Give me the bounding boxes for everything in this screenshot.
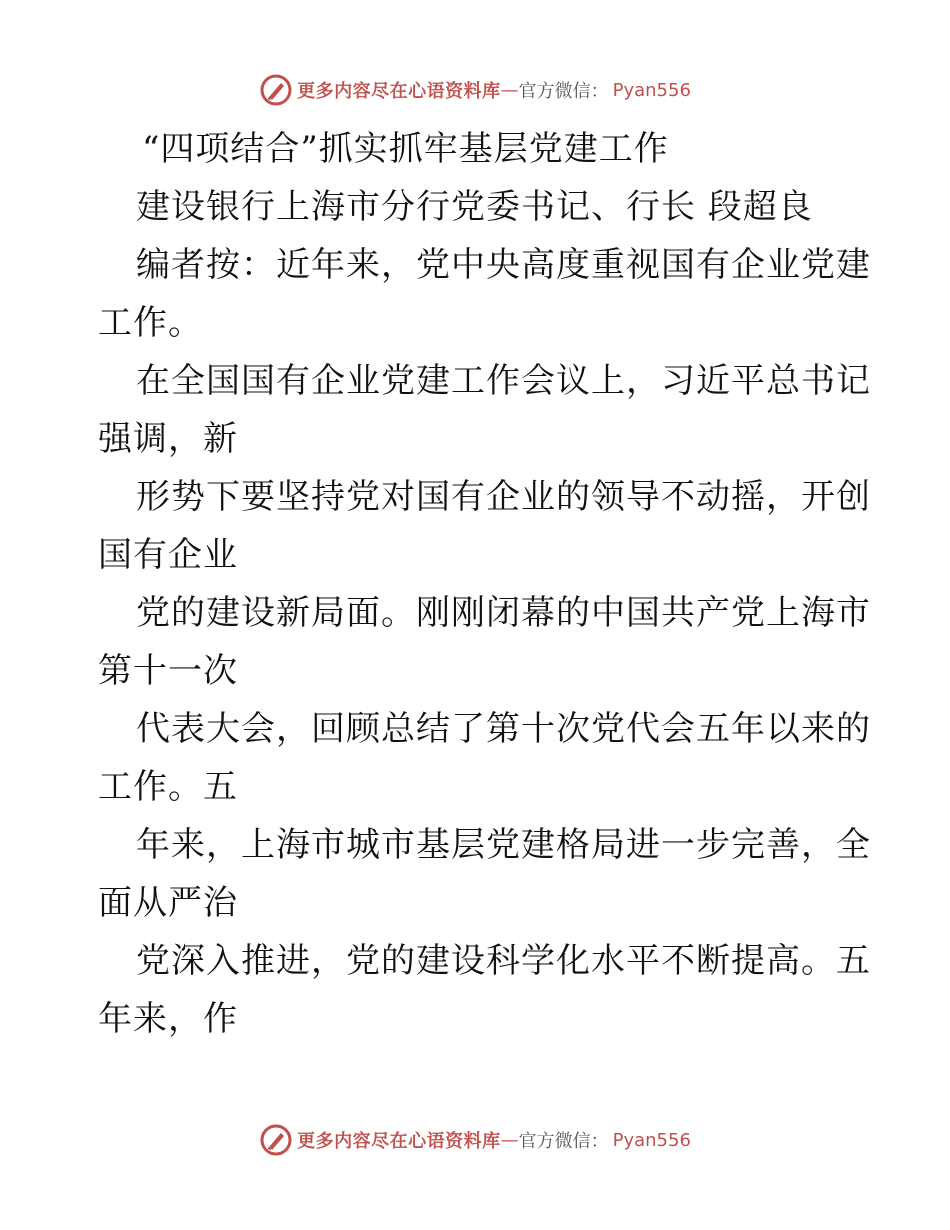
watermark-main-text: 更多内容尽在心语资料库 [297,1131,501,1152]
watermark-official-label: 官方微信： [518,81,609,102]
text-line: 代表大会，回顾总结了第十次党代会五年以来的 [136,709,871,749]
text-line: 强调，新 [98,419,238,459]
text-line: 第十一次 [98,651,238,691]
watermark-dash: — [500,79,519,101]
text-line: 党的建设新局面。刚刚闭幕的中国共产党上海市 [136,593,871,633]
watermark-wechat-id: Pyan556 [612,1129,691,1151]
text-line: 面从严治 [98,883,238,923]
pen-logo-icon [259,1123,293,1157]
text-line: 在全国国有企业党建工作会议上，习近平总书记 [136,361,871,401]
document-title: “四项结合”抓实抓牢基层党建工作 [142,129,669,169]
author-line: 建设银行上海市分行党委书记、行长 段超良 [136,187,813,227]
footer-watermark [0,1120,950,1160]
watermark-dash: — [500,1129,519,1151]
text-line: 编者按：近年来，党中央高度重视国有企业党建 [136,245,871,285]
text-line: 年来，上海市城市基层党建格局进一步完善，全 [136,825,871,865]
header-watermark [0,70,950,110]
watermark-official-label: 官方微信： [518,1131,609,1152]
pen-logo-icon [259,73,293,107]
document-body [98,120,871,1048]
watermark-main-text: 更多内容尽在心语资料库 [297,81,501,102]
text-line: 国有企业 [98,535,238,575]
text-line: 年来，作 [98,999,238,1039]
text-line: 工作。 [98,303,203,343]
text-line: 工作。五 [98,767,238,807]
text-line: 形势下要坚持党对国有企业的领导不动摇，开创 [136,477,871,517]
watermark-wechat-id: Pyan556 [612,79,691,101]
text-line: 党深入推进，党的建设科学化水平不断提高。五 [136,941,871,981]
